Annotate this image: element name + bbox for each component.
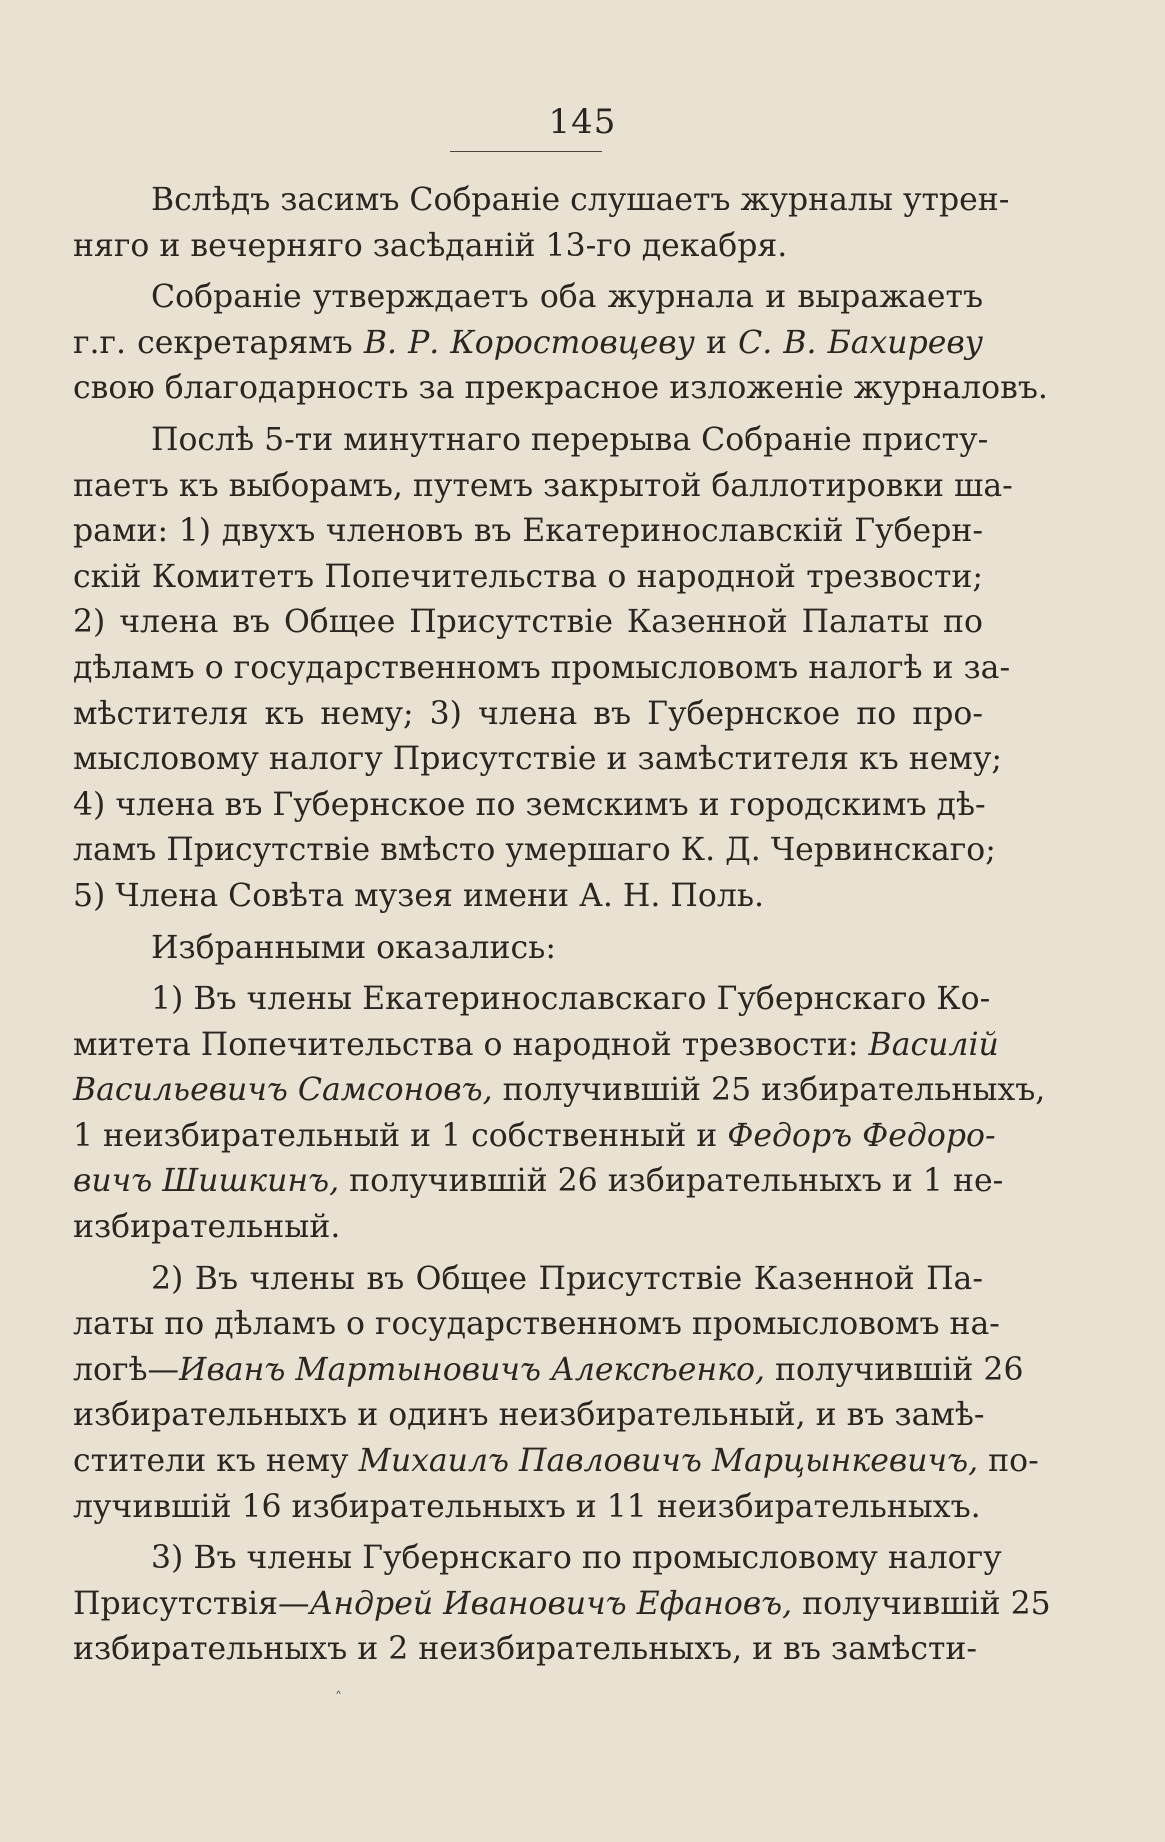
text-line — [73, 1114, 996, 1160]
text-line — [73, 1627, 983, 1673]
text-line — [73, 1068, 1046, 1114]
text-segment: 3) Въ члены Губернскаго по промысловому налогу — [151, 1540, 1002, 1577]
text-segment: логѣ— — [73, 1351, 179, 1388]
italic-name: Федоръ Федоро- — [727, 1117, 996, 1154]
header-rule — [450, 151, 602, 152]
text-segment: 2) члена въ Общее Присутствіе Казенной Палаты по — [73, 604, 983, 641]
italic-name: вичъ Шишкинъ, — [73, 1163, 340, 1200]
italic-name: Васильевичъ Самсоновъ, — [73, 1072, 493, 1109]
text-line — [73, 1439, 1039, 1485]
text-line — [73, 321, 983, 367]
text-segment: Послѣ 5-ти минутнаго перерыва Собраніе присту- — [151, 421, 989, 458]
text-line — [73, 275, 983, 321]
text-line — [73, 646, 1011, 692]
text-segment: Присутствія— — [73, 1585, 310, 1622]
text-line — [73, 977, 991, 1023]
text-line — [73, 600, 983, 646]
text-segment: 1 неизбирательный и 1 собственный и — [73, 1117, 728, 1154]
text-segment: 2) Въ члены въ Общее Присутствіе Казенной Па- — [151, 1260, 983, 1297]
text-line — [73, 1159, 1004, 1205]
text-line — [73, 555, 983, 601]
text-line — [73, 692, 983, 738]
text-segment: лучившій 16 избирательныхъ и 11 неизбирательныхъ. — [73, 1488, 981, 1525]
text-line — [73, 1485, 983, 1531]
text-segment: латы по дѣламъ о государственномъ промысловомъ на- — [73, 1306, 1000, 1343]
italic-name: Михаилъ Павловичъ Марцынкевичъ, — [358, 1443, 979, 1480]
text-segment: избирательный. — [73, 1209, 341, 1246]
text-line — [73, 737, 1003, 783]
text-segment: мысловому налогу Присутствіе и замѣстителя къ нему; — [73, 741, 1003, 778]
text-line — [73, 874, 983, 920]
text-segment: няго и вечерняго засѣданій 13-го декабря. — [73, 227, 788, 264]
text-segment: ламъ Присутствіе вмѣсто умершаго К. Д. Червинскаго; — [73, 832, 996, 869]
text-segment: получившій 25 — [792, 1585, 1051, 1622]
text-segment: Собраніе утверждаетъ оба журнала и выражаетъ — [151, 279, 983, 316]
text-line — [73, 1257, 983, 1303]
text-line — [73, 1302, 1000, 1348]
text-segment: Вслѣдъ засимъ Собраніе слушаетъ журналы утрен- — [151, 182, 1010, 218]
text-line — [73, 828, 996, 874]
text-line — [73, 1348, 1024, 1394]
text-segment: 5) Члена Совѣта музея имени А. Н. Поль. — [73, 877, 765, 914]
text-segment: стители къ нему — [73, 1443, 359, 1480]
text-segment: паетъ къ выборамъ, путемъ закрытой баллотировки ша- — [73, 467, 1013, 504]
italic-name: Василій — [868, 1026, 999, 1063]
text-line — [73, 464, 1013, 510]
text-segment: г.г. секретарямъ — [73, 324, 364, 361]
text-segment: дѣламъ о государственномъ промысловомъ налогѣ и за- — [73, 649, 1011, 686]
italic-name: Андрей Ивановичъ Ефановъ, — [309, 1585, 793, 1622]
text-segment: 4) члена въ Губернское по земскимъ и городскимъ дѣ- — [73, 786, 986, 823]
text-segment: по- — [978, 1443, 1039, 1480]
page-number: 145 — [548, 102, 617, 142]
text-segment: свою благодарность за прекрасное изложеніе журналовъ. — [73, 370, 1048, 407]
italic-name: С. В. Бахиреву — [738, 324, 984, 361]
text-segment: получившій 26 избирательныхъ и 1 не- — [339, 1163, 1004, 1200]
text-line — [73, 1536, 1002, 1582]
text-segment: Избранными оказались: — [151, 929, 556, 966]
text-line — [73, 224, 983, 270]
text-line — [73, 1023, 999, 1069]
text-line — [73, 366, 1048, 412]
text-line — [73, 509, 983, 555]
text-line — [73, 783, 986, 829]
text-segment: избирательныхъ и 2 неизбирательныхъ, и въ замѣсти- — [73, 1631, 978, 1668]
italic-name: Иванъ Мартыновичъ Алексѣенко, — [178, 1351, 765, 1388]
text-segment: мѣстителя къ нему; 3) члена въ Губернское по про- — [73, 695, 983, 732]
text-segment: 1) Въ члены Екатеринославскаго Губернскаго Ко- — [151, 981, 991, 1018]
text-line — [73, 178, 1010, 224]
body-text — [73, 178, 1051, 1673]
italic-name: В. Р. Коростовцеву — [363, 324, 695, 361]
text-segment: скій Комитетъ Попечительства о народной трезвости; — [73, 558, 983, 595]
text-segment: получившій 26 — [764, 1351, 1024, 1388]
text-line — [73, 1393, 983, 1439]
text-segment: избирательныхъ и одинъ неизбирательный, и въ замѣ- — [73, 1397, 985, 1434]
print-mark: ˄ — [335, 1690, 342, 1706]
text-line — [73, 1582, 1051, 1628]
text-line — [73, 418, 989, 464]
text-segment: митета Попечительства о народной трезвости: — [73, 1026, 869, 1063]
text-segment: рами: 1) двухъ членовъ въ Екатеринославскій Губерн- — [73, 513, 983, 550]
text-line — [73, 1205, 983, 1251]
text-segment: и — [694, 324, 739, 361]
text-segment: получившій 25 избирательныхъ, — [492, 1072, 1046, 1109]
text-line — [73, 926, 983, 972]
